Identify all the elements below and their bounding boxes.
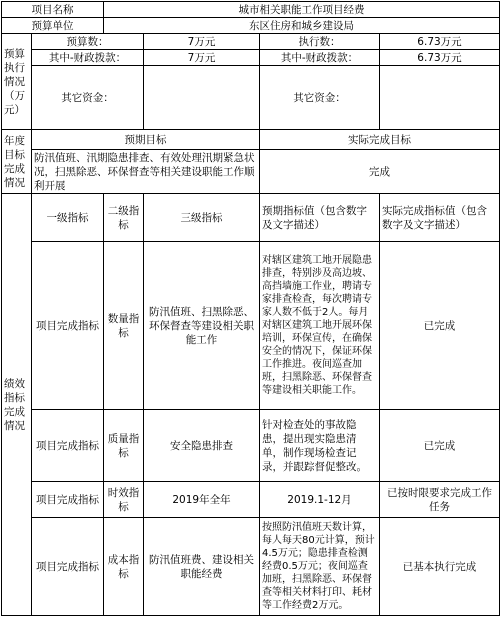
row-level1: 项目完成指标	[32, 242, 104, 410]
row-expected: 对辖区建筑工地开展隐患排查，特别涉及高边坡、高挡墙施工作业，聘请专家排查检查，每次聘请专家人数不低于2人。每月对辖区建筑工地开展环保培训，环保宣传，在确保安全的情况下，保证环保工作推进。夜间巡查加班，扫黑除恶、环保督查等建设相关职能工作。	[260, 242, 380, 410]
executed-amount-label: 执行数：	[260, 34, 380, 50]
row-actual: 已按时限要求完成工作任务	[380, 482, 500, 518]
row-level3: 防汛值班费、建设相关职能经费	[144, 518, 260, 616]
project-name-value: 城市相关职能工作项目经费	[104, 2, 500, 18]
row-level3: 2019年全年	[144, 482, 260, 518]
other-funds-executed-value	[380, 66, 500, 130]
executed-amount-value: 6.73万元	[380, 34, 500, 50]
budget-section-label: 预算执行情况（万元）	[2, 34, 32, 130]
row-expected: 按照防汛值班天数计算，每人每天80元计算，预计4.5万元；隐患排查检测经费0.5万元；夜间巡查加班，扫黑除恶、环保督查等相关材料打印、耗材等工作经费2万元。	[260, 518, 380, 616]
performance-report-table	[1, 1, 500, 616]
budget-amount-label: 预算数：	[32, 34, 144, 50]
col-header-level2: 二级指标	[104, 194, 144, 242]
row-level1: 项目完成指标	[32, 482, 104, 518]
other-funds-value	[144, 66, 260, 130]
col-header-level1: 一级指标	[32, 194, 104, 242]
row-actual: 已基本执行完成	[380, 518, 500, 616]
table-row	[2, 482, 500, 518]
fiscal-executed-value: 6.73万元	[380, 50, 500, 66]
row-level2: 成本指标	[104, 518, 144, 616]
row-level1: 项目完成指标	[32, 410, 104, 482]
annual-goal-section-label: 年度目标完成情况	[2, 130, 32, 194]
other-funds-executed-label: 其它资金：	[260, 66, 380, 130]
fiscal-allocation-label: 其中-财政拨款：	[32, 50, 144, 66]
other-funds-label: 其它资金：	[32, 66, 144, 130]
project-name-label: 项目名称	[2, 2, 104, 18]
row-level2: 质量指标	[104, 410, 144, 482]
col-header-expected: 预期指标值（包含数字及文字描述）	[260, 194, 380, 242]
fiscal-executed-label: 其中-财政拨款：	[260, 50, 380, 66]
expected-goal-header: 预期目标	[32, 130, 260, 150]
row-level3: 防汛值班、扫黑除恶、环保督查等建设相关职能工作	[144, 242, 260, 410]
table-row	[2, 242, 500, 410]
budget-unit-value: 东区住房和城乡建设局	[104, 18, 500, 34]
expected-goal-text: 防汛值班、汛期隐患排查、有效处理汛期紧急状况，扫黑除恶、环保督查等相关建设职能工作顺利开展	[32, 150, 260, 194]
col-header-level3: 三级指标	[144, 194, 260, 242]
actual-goal-text: 完成	[260, 150, 500, 194]
actual-goal-header: 实际完成目标	[260, 130, 500, 150]
row-expected: 2019.1-12月	[260, 482, 380, 518]
row-level1: 项目完成指标	[32, 518, 104, 616]
budget-unit-label: 预算单位	[2, 18, 104, 34]
row-level3: 安全隐患排查	[144, 410, 260, 482]
row-expected: 针对检查处的事故隐患，提出现实隐患清单，制作现场检查记录，并跟踪督促整改。	[260, 410, 380, 482]
table-row	[2, 410, 500, 482]
row-actual: 已完成	[380, 410, 500, 482]
row-actual: 已完成	[380, 242, 500, 410]
table-row	[2, 518, 500, 616]
budget-amount-value: 7万元	[144, 34, 260, 50]
row-level2: 数量指标	[104, 242, 144, 410]
fiscal-allocation-value: 7万元	[144, 50, 260, 66]
row-level2: 时效指标	[104, 482, 144, 518]
col-header-actual: 实际完成指标值（包含数字及文字描述）	[380, 194, 500, 242]
performance-section-label: 绩效指标完成情况	[2, 194, 32, 616]
